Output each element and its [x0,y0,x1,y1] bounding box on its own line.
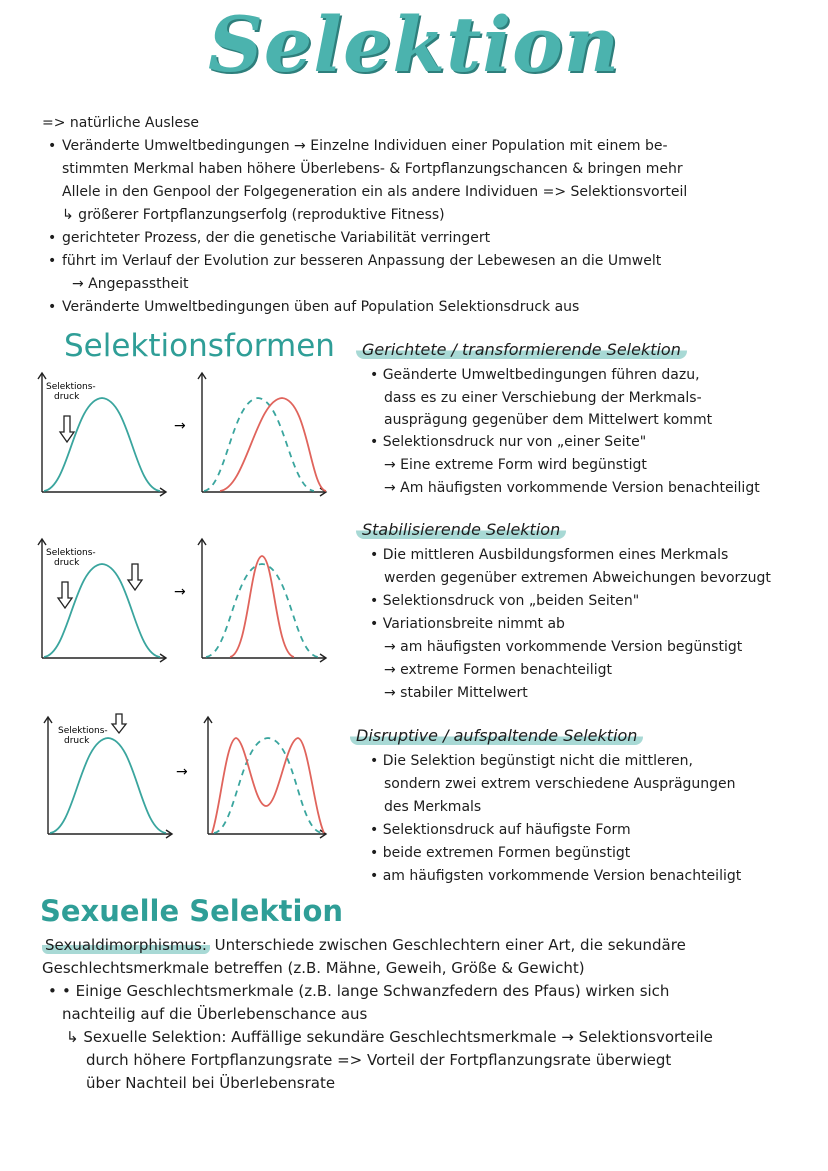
stabilizing-line-5: → am häufigsten vorkommende Version begünstigt [384,639,743,655]
pressure-arrow-icon [112,714,126,733]
transition-arrow: → [174,584,186,600]
intro-line-2: • Veränderte Umweltbedingungen → Einzelne Individuen einer Population mit einem be- [62,137,668,155]
stabilizing-line-3: • Selektionsdruck von „beiden Seiten" [370,593,640,609]
curve-before [44,398,160,491]
pressure-arrow-icon [60,416,74,442]
stabilizing-line-6: → extreme Formen benachteiligt [384,662,612,678]
axes-after [204,717,326,838]
sexual-definition: Unterschiede zwischen Geschlechtern einer Art, die sekundäre [214,936,686,954]
pressure-label-3a: Selektions- [58,726,108,736]
sexual-line-4: nachteilig auf die Überlebenschance aus [62,1005,368,1023]
pressure-label-1b: druck [54,392,80,402]
directed-line-6: → Am häufigsten vorkommende Version benachteiligt [384,480,760,496]
pressure-label-3b: druck [64,736,90,746]
directed-line-4: • Selektionsdruck nur von „einer Seite" [370,434,647,450]
sexual-heading: Sexuelle Selektion [40,894,344,928]
stabilizing-title: Stabilisierende Selektion [356,520,566,539]
intro-line-1: => natürliche Auslese [42,115,200,131]
disruptive-line-5: • beide extremen Formen begünstigt [370,845,631,861]
pressure-label-2a: Selektions- [46,548,96,558]
disruptive-line-2: sondern zwei extrem verschiedene Ausprägungen [384,776,736,792]
intro-line-5: ↳ größerer Fortpflanzungserfolg (reproduktive Fitness) [62,207,445,223]
directed-line-5: → Eine extreme Form wird begünstigt [384,457,647,473]
intro-line-8: → Angepasstheit [72,276,189,292]
directed-line-1: • Geänderte Umweltbedingungen führen dazu, [370,367,700,383]
sexual-line-5: ↳ Sexuelle Selektion: Auffällige sekundäre Geschlechtsmerkmale → Selektionsvorteile [66,1028,713,1046]
intro-line-7: • führt im Verlauf der Evolution zur besseren Anpassung der Lebewesen an die Umwelt [62,252,661,270]
pressure-arrow-right-icon [128,564,142,590]
axes-after [198,539,326,662]
sexual-term: Sexualdimorphismus: [42,936,210,954]
forms-heading: Selektionsformen [64,328,335,364]
stabilizing-line-4: • Variationsbreite nimmt ab [370,616,565,632]
transition-arrow: → [176,764,188,780]
sexual-line-3: • • Einige Geschlechtsmerkmale (z.B. lange Schwanzfedern des Pfaus) wirken sich [62,982,669,1000]
sexual-line-7: über Nachteil bei Überlebensrate [86,1074,336,1092]
disruptive-line-1: • Die Selektion begünstigt nicht die mittleren, [370,753,693,769]
stabilizing-line-1: • Die mittleren Ausbildungsformen eines Merkmals [370,547,729,563]
sexual-line-6: durch höhere Fortpflanzungsrate => Vorteil der Fortpflanzungsrate überwiegt [86,1051,672,1069]
disruptive-title: Disruptive / aufspaltende Selektion [350,726,643,745]
curve-split [212,738,324,833]
curve-narrowed [230,556,294,657]
page-title: Selektion [207,0,621,89]
pressure-label-2b: druck [54,558,80,568]
directed-line-2: dass es zu einer Verschiebung der Merkmals- [384,390,702,406]
intro-line-4: Allele in den Genpool der Folgegeneration ein als andere Individuen => Selektionsvorteil [62,184,688,200]
axes-after [198,373,326,496]
stabilizing-line-2: werden gegenüber extremen Abweichungen bevorzugt [384,570,771,586]
intro-line-6: • gerichteter Prozess, der die genetische Variabilität verringert [62,229,490,247]
directed-diagram [34,370,334,500]
curve-original [206,564,318,657]
disruptive-diagram [40,710,334,840]
pressure-arrow-left-icon [58,582,72,608]
stabilizing-line-7: → stabiler Mittelwert [384,685,528,701]
disruptive-line-4: • Selektionsdruck auf häufigste Form [370,822,631,838]
pressure-label-1a: Selektions- [46,382,96,392]
disruptive-line-3: des Merkmals [384,799,482,815]
curve-before [44,564,160,657]
sexual-line-2: Geschlechtsmerkmale betreffen (z.B. Mähne, Geweih, Größe & Gewicht) [42,959,585,977]
directed-line-3: ausprägung gegenüber dem Mittelwert kommt [384,412,713,428]
stabilizing-diagram [34,536,334,666]
intro-line-3: stimmten Merkmal haben höhere Überlebens- & Fortpflanzungschancen & bringen mehr [62,161,683,177]
intro-line-9: • Veränderte Umweltbedingungen üben auf Population Selektionsdruck aus [62,298,579,316]
curve-before [50,738,166,833]
directed-title: Gerichtete / transformierende Selektion [356,340,687,359]
transition-arrow: → [174,418,186,434]
disruptive-line-6: • am häufigsten vorkommende Version benachteiligt [370,868,742,884]
sexual-line-1 [42,936,686,954]
